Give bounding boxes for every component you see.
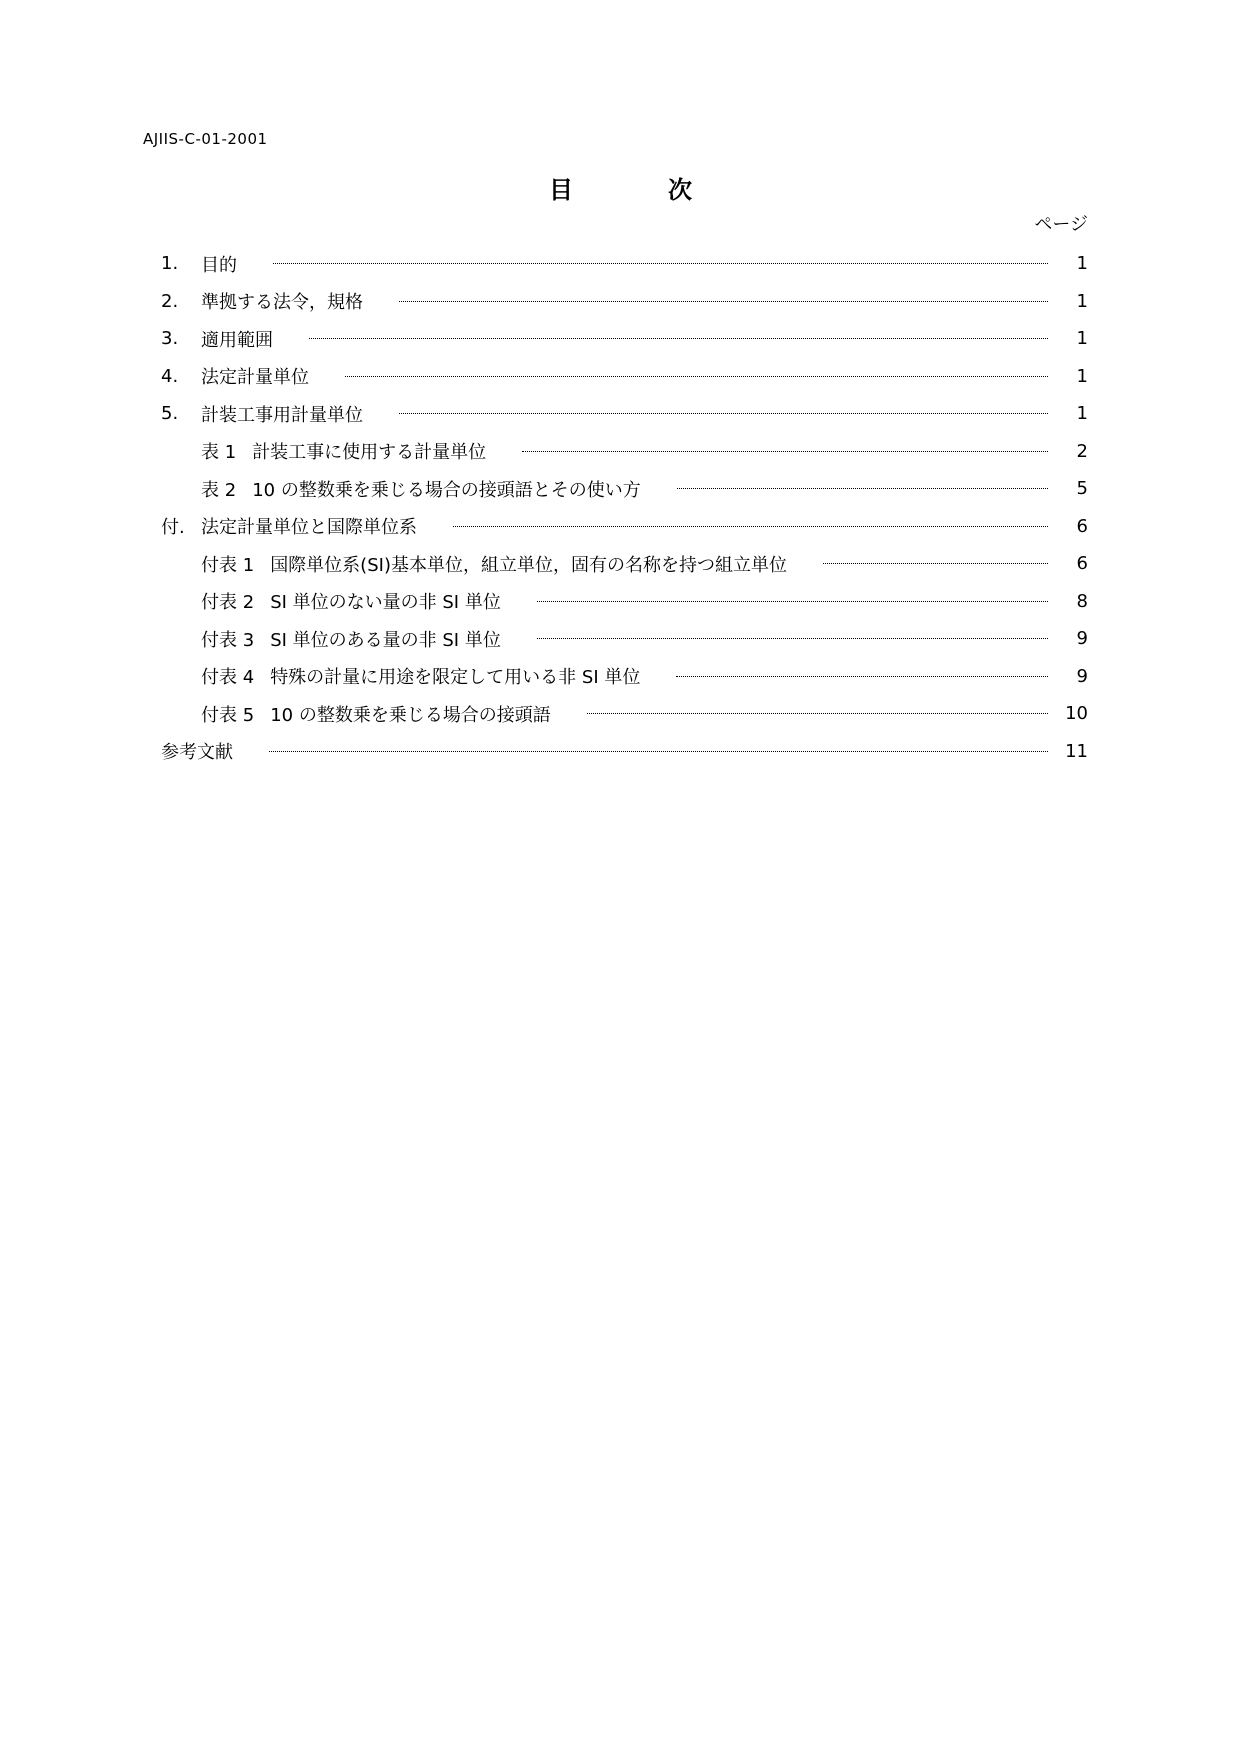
page-title [0, 170, 1241, 205]
toc-entry-title: SI 単位のある量の非 SI 単位 [270, 629, 501, 651]
toc-entry-number: 1. [161, 253, 179, 275]
toc-entry[interactable] [161, 620, 1088, 658]
toc-entry-title: 適用範囲 [201, 329, 273, 351]
toc-entry-title: 計装工事に使用する計量単位 [252, 442, 487, 464]
dot-leader [676, 676, 1048, 677]
dot-leader [269, 751, 1048, 752]
toc-entry-title: 準拠する法令，規格 [201, 292, 363, 314]
toc-entry-number: 付. [161, 517, 185, 539]
dot-leader [537, 601, 1048, 602]
toc-entry-number: 4. [161, 365, 179, 387]
toc-entry[interactable] [161, 358, 1088, 396]
toc-entry-page-number: 9 [1076, 665, 1088, 687]
toc-entry-title: 目的 [201, 254, 237, 276]
toc-entry-number: 2. [161, 290, 179, 312]
toc-entry-number: 付表 2 [201, 592, 255, 614]
toc-entry-page-number: 6 [1076, 515, 1088, 537]
toc-entry[interactable] [161, 320, 1088, 358]
toc-entry-page-number: 9 [1076, 628, 1088, 650]
dot-leader [453, 526, 1048, 527]
toc-entry-page-number: 1 [1076, 328, 1088, 350]
dot-leader [399, 413, 1048, 414]
toc-entry-title: 特殊の計量に用途を限定して用いる非 SI 単位 [270, 667, 641, 689]
dot-leader [345, 376, 1048, 377]
toc-entry-title: 法定計量単位 [201, 367, 309, 389]
dot-leader [823, 563, 1048, 564]
toc-entry[interactable] [161, 395, 1088, 433]
dot-leader [587, 713, 1048, 714]
dot-leader [677, 488, 1048, 489]
toc-entry-page-number: 1 [1076, 253, 1088, 275]
toc-entry-number: 付表 1 [201, 554, 255, 576]
toc-entry[interactable] [161, 545, 1088, 583]
toc-entry-page-number: 5 [1076, 478, 1088, 500]
toc-entry-page-number: 8 [1076, 590, 1088, 612]
toc-entry[interactable] [161, 245, 1088, 283]
dot-leader [399, 301, 1048, 302]
toc-entry-title: 国際単位系(SI)基本単位，組立単位，固有の名称を持つ組立単位 [270, 554, 787, 576]
toc-entry-number: 付表 3 [201, 629, 255, 651]
toc-entry-title: 法定計量単位と国際単位系 [201, 517, 417, 539]
toc-entry[interactable] [161, 658, 1088, 696]
toc-entry[interactable] [161, 283, 1088, 321]
toc-entry-number: 表 2 [201, 479, 237, 501]
toc-entry-page-number: 1 [1076, 290, 1088, 312]
title-char-2: 次 [668, 176, 692, 204]
toc-entry-page-number: 1 [1076, 365, 1088, 387]
toc-entry-title: 計装工事用計量単位 [201, 404, 363, 426]
table-of-contents [161, 245, 1088, 770]
toc-entry-title: 10 の整数乗を乗じる場合の接頭語 [270, 704, 551, 726]
toc-entry[interactable] [161, 508, 1088, 546]
toc-entry-number: 表 1 [201, 442, 237, 464]
toc-entry[interactable] [161, 695, 1088, 733]
title-char-1: 目 [549, 176, 573, 204]
toc-entry-page-number: 1 [1076, 403, 1088, 425]
dot-leader [273, 263, 1048, 264]
toc-entry[interactable] [161, 733, 1088, 771]
toc-entry-title: 10 の整数乗を乗じる場合の接頭語とその使い方 [252, 479, 641, 501]
toc-entry[interactable] [161, 583, 1088, 621]
toc-entry-number: 付表 5 [201, 704, 255, 726]
toc-entry[interactable] [161, 470, 1088, 508]
toc-entry[interactable] [161, 433, 1088, 471]
toc-entry-title: 参考文献 [161, 742, 233, 764]
dot-leader [522, 451, 1048, 452]
toc-entry-page-number: 2 [1076, 440, 1088, 462]
page-column-label: ページ [1034, 214, 1088, 235]
dot-leader [309, 338, 1048, 339]
toc-entry-title: SI 単位のない量の非 SI 単位 [270, 592, 501, 614]
toc-entry-number: 3. [161, 328, 179, 350]
dot-leader [537, 638, 1048, 639]
document-code: AJIIS-C-01-2001 [143, 130, 268, 148]
toc-entry-page-number: 10 [1065, 703, 1088, 725]
toc-entry-number: 5. [161, 403, 179, 425]
toc-entry-page-number: 6 [1076, 553, 1088, 575]
toc-entry-page-number: 11 [1065, 740, 1088, 762]
toc-entry-number: 付表 4 [201, 667, 255, 689]
